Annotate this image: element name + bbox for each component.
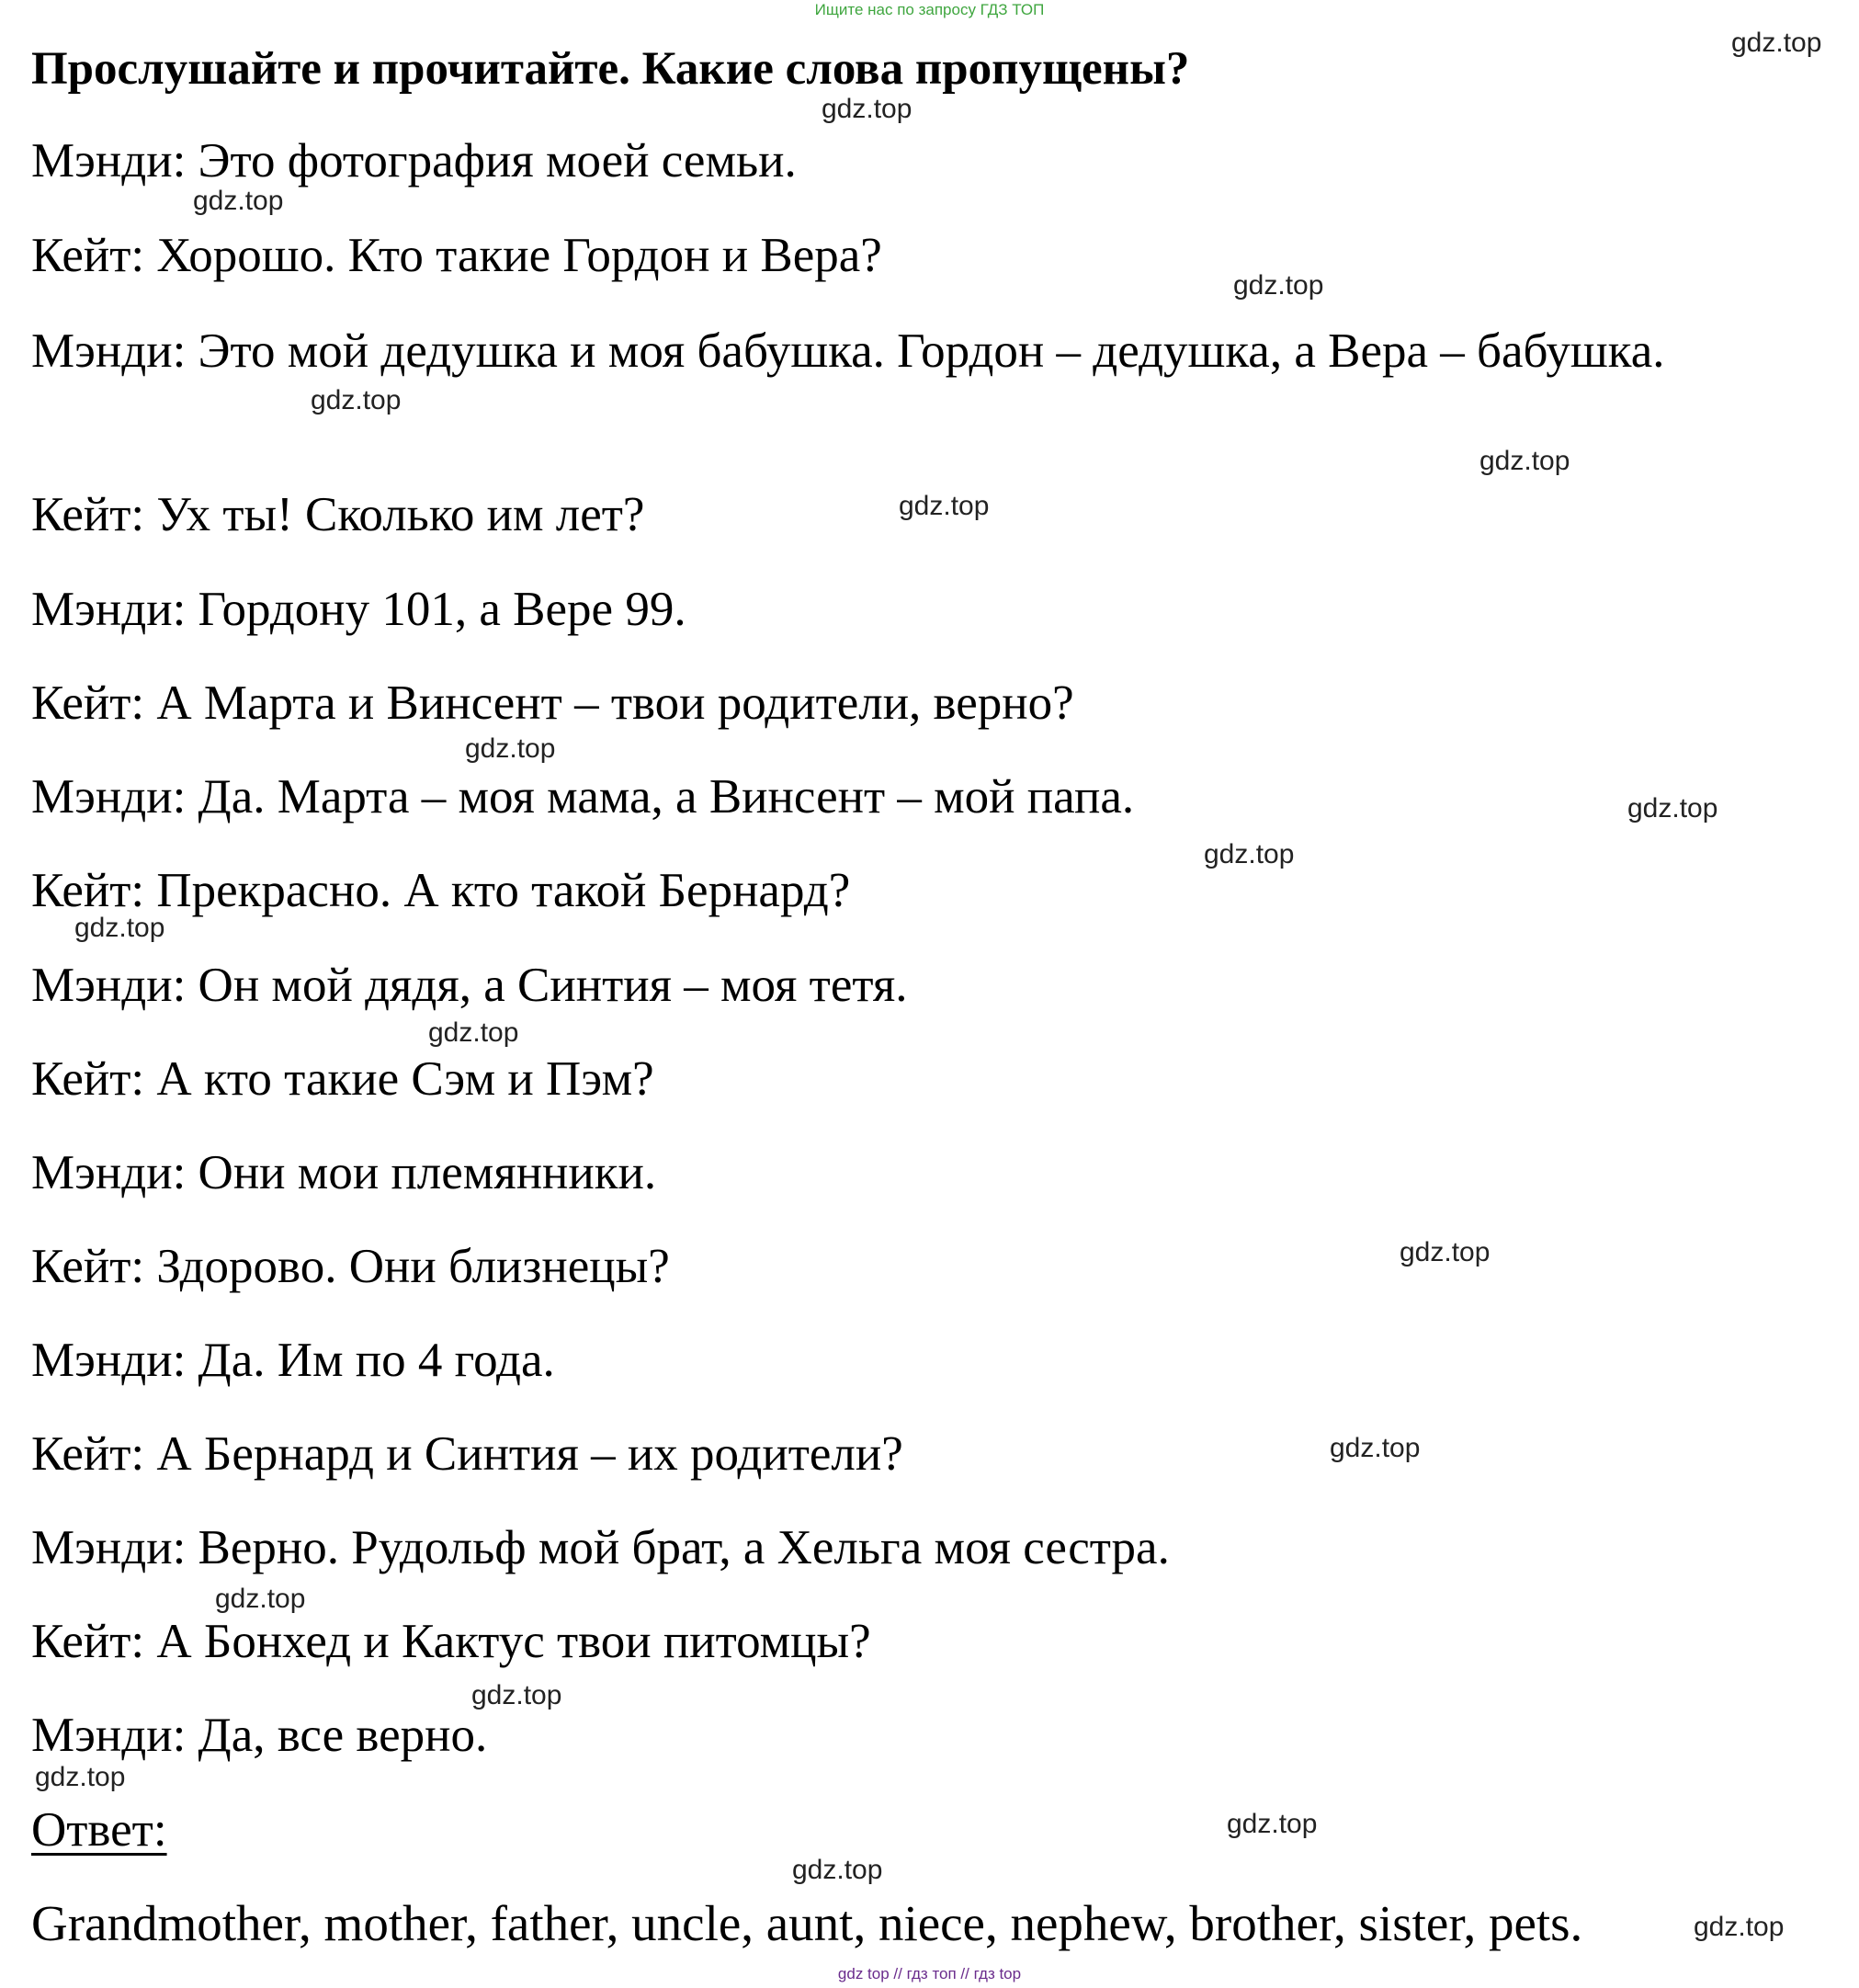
- watermark: gdz.top: [1731, 28, 1822, 58]
- dialogue-line-2: Кейт: Хорошо. Кто такие Гордон и Вера?: [31, 229, 882, 282]
- dialogue-line-1: Мэнди: Это фотография моей семьи.: [31, 134, 797, 187]
- dialogue-line-15: Мэнди: Верно. Рудольф мой брат, а Хельга моя сестра.: [31, 1521, 1170, 1574]
- watermark: gdz.top: [822, 94, 912, 124]
- dialogue-line-16: Кейт: А Бонхед и Кактус твои питомцы?: [31, 1615, 871, 1668]
- dialogue-line-17: Мэнди: Да, все верно.: [31, 1709, 488, 1762]
- dialogue-line-4: Кейт: Ух ты! Сколько им лет?: [31, 488, 645, 541]
- dialogue-line-14: Кейт: А Бернард и Синтия – их родители?: [31, 1427, 903, 1481]
- watermark: gdz.top: [792, 1855, 883, 1885]
- dialogue-line-3: Мэнди: Это мой дедушка и моя бабушка. Гордон – дедушка, а Вера – бабушка.: [31, 324, 1665, 378]
- watermark: gdz.top: [1479, 446, 1570, 476]
- watermark: gdz.top: [1627, 793, 1718, 824]
- watermark: gdz.top: [1227, 1809, 1318, 1839]
- dialogue-line-5: Мэнди: Гордону 101, а Вере 99.: [31, 583, 686, 636]
- watermark: gdz.top: [193, 186, 284, 216]
- top-banner: Ищите нас по запросу ГДЗ ТОП: [814, 1, 1045, 18]
- dialogue-line-12: Кейт: Здорово. Они близнецы?: [31, 1240, 670, 1293]
- watermark: gdz.top: [1694, 1912, 1785, 1942]
- watermark: gdz.top: [1204, 839, 1295, 869]
- dialogue-line-11: Мэнди: Они мои племянники.: [31, 1146, 657, 1199]
- dialogue-line-6: Кейт: А Марта и Винсент – твои родители, верно?: [31, 676, 1074, 730]
- dialogue-line-9: Мэнди: Он мой дядя, а Синтия – моя тетя.: [31, 959, 908, 1012]
- watermark: gdz.top: [1400, 1237, 1491, 1267]
- watermark: gdz.top: [215, 1584, 306, 1614]
- watermark: gdz.top: [35, 1762, 126, 1792]
- watermark: gdz.top: [465, 733, 556, 764]
- watermark: gdz.top: [428, 1017, 519, 1048]
- dialogue-line-10: Кейт: А кто такие Сэм и Пэм?: [31, 1052, 654, 1106]
- dialogue-line-7: Мэнди: Да. Марта – моя мама, а Винсент – мой папа.: [31, 770, 1135, 824]
- watermark: gdz.top: [471, 1680, 562, 1710]
- watermark: gdz.top: [899, 491, 990, 521]
- dialogue-line-13: Мэнди: Да. Им по 4 года.: [31, 1334, 555, 1387]
- exercise-title: Прослушайте и прочитайте. Какие слова пропущены?: [31, 43, 1190, 95]
- answer-label: Ответ:: [31, 1803, 167, 1857]
- dialogue-line-8: Кейт: Прекрасно. А кто такой Бернард?: [31, 864, 851, 917]
- watermark: gdz.top: [1233, 270, 1324, 301]
- watermark: gdz.top: [74, 913, 165, 943]
- watermark: gdz.top: [311, 385, 402, 415]
- answer-text: Grandmother, mother, father, uncle, aunt, niece, nephew, brother, sister, pets.: [31, 1895, 1583, 1951]
- footer-watermark: gdz top // гдз топ // гдз top: [837, 1965, 1022, 1982]
- watermark: gdz.top: [1330, 1433, 1421, 1463]
